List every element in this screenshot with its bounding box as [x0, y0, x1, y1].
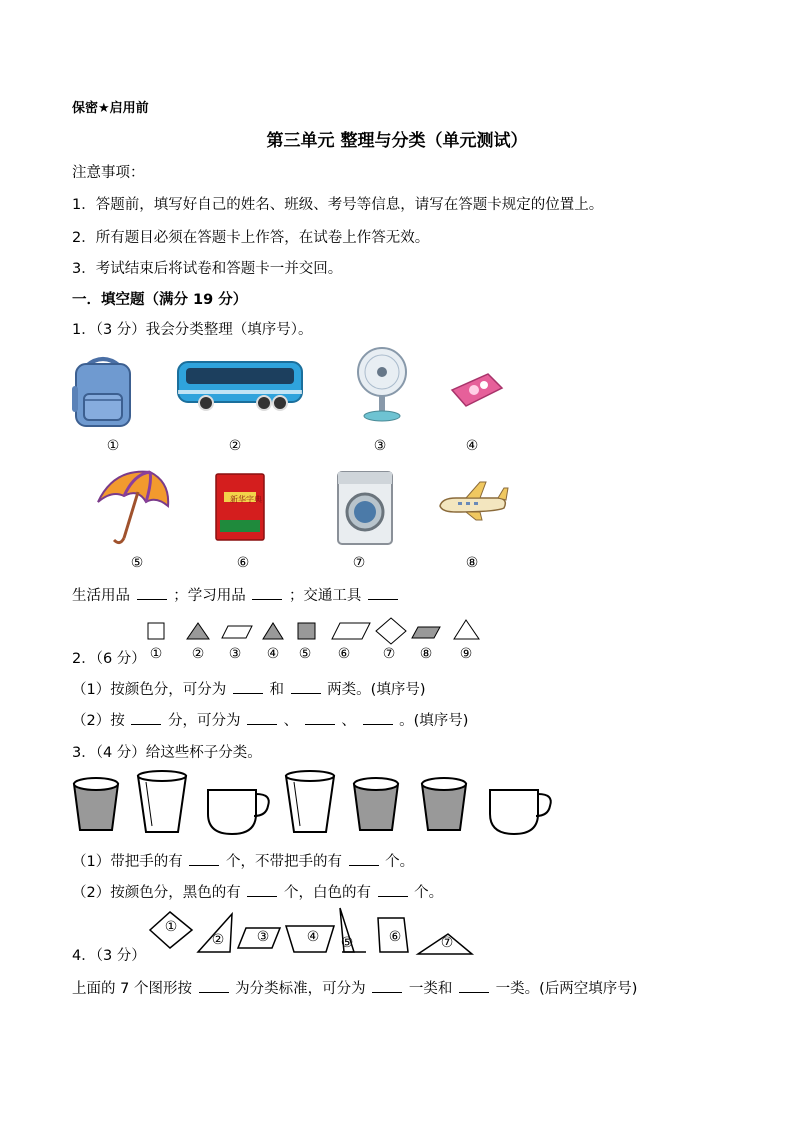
dictionary-title: 新华字典 — [230, 495, 262, 504]
q4-label-3: ③ — [256, 929, 270, 945]
white-glass-shape — [138, 771, 186, 832]
q1-label-2: ② — [228, 438, 242, 454]
bus-icon — [176, 360, 304, 412]
fan-icon — [352, 346, 412, 422]
q2-blank-1[interactable] — [233, 681, 263, 694]
q4-label-5: ⑤ — [340, 935, 354, 951]
q2-label-5: ⑤ — [298, 646, 312, 662]
q1-label-3: ③ — [373, 438, 387, 454]
q4-label-7: ⑦ — [440, 935, 454, 951]
gray-square-shape — [298, 623, 315, 639]
q2-blank-6[interactable] — [363, 712, 393, 725]
q2-label-9: ⑨ — [459, 646, 473, 662]
gray-cup-shape — [354, 778, 398, 830]
q1-blank-3[interactable] — [368, 587, 398, 600]
q1-label-8: ⑧ — [465, 555, 479, 571]
q1-label-5: ⑤ — [130, 555, 144, 571]
q4-stem: 4．（3 分） — [72, 948, 146, 964]
q4-label-4: ④ — [306, 929, 320, 945]
notice-heading: 注意事项： — [72, 165, 145, 181]
gray-cup-shape — [74, 778, 118, 830]
q3-stem: 3．（4 分）给这些杯子分类。 — [72, 745, 262, 761]
q2-label-2: ② — [191, 646, 205, 662]
q2-shapes — [140, 618, 490, 644]
q2-sub2: （2）按 分，可分为 、 、 。(填序号) — [72, 713, 469, 729]
white-square-shape — [148, 623, 164, 639]
white-mug-shape — [208, 790, 269, 834]
pencil-case-icon — [448, 370, 504, 410]
q1-label-7: ⑦ — [352, 555, 366, 571]
q2-blank-4[interactable] — [247, 712, 277, 725]
dictionary-icon — [214, 472, 266, 542]
backpack-icon — [72, 356, 134, 428]
q3-blank-4[interactable] — [378, 884, 408, 897]
white-glass-shape — [286, 771, 334, 832]
q1-label-1: ① — [106, 438, 120, 454]
q4-label-1: ① — [164, 919, 178, 935]
white-triangle-shape — [454, 620, 479, 639]
gray-triangle-shape — [263, 623, 283, 639]
airplane-icon — [436, 480, 508, 522]
q1-stem: 1．（3 分）我会分类整理（填序号）。 — [72, 322, 313, 338]
q2-label-1: ① — [149, 646, 163, 662]
q4-blank-3[interactable] — [459, 980, 489, 993]
q3-sub2: （2）按颜色分，黑色的有 个，白色的有 个。 — [72, 885, 444, 901]
notice-item-1: 1．答题前，填写好自己的姓名、班级、考号等信息，请写在答题卡规定的位置上。 — [72, 197, 604, 213]
q2-label-6: ⑥ — [337, 646, 351, 662]
q2-label-4: ④ — [266, 646, 280, 662]
umbrella-icon — [94, 468, 170, 548]
q1-label-6: ⑥ — [236, 555, 250, 571]
white-parallelogram-shape — [222, 626, 252, 638]
gray-triangle-shape — [187, 623, 209, 639]
q3-cups — [72, 770, 562, 838]
confidential-label: 保密★启用前 — [72, 101, 149, 116]
q1-blank-2[interactable] — [252, 587, 282, 600]
gray-cup-shape — [422, 778, 466, 830]
notice-item-2: 2．所有题目必须在答题卡上作答，在试卷上作答无效。 — [72, 230, 430, 246]
washing-machine-icon — [336, 470, 394, 546]
section-heading: 一．填空题（满分 19 分） — [72, 292, 248, 308]
q2-blank-3[interactable] — [131, 712, 161, 725]
q2-stem: 2．（6 分） — [72, 651, 146, 667]
q2-blank-5[interactable] — [305, 712, 335, 725]
q2-label-7: ⑦ — [382, 646, 396, 662]
q4-label-6: ⑥ — [388, 929, 402, 945]
q4-blank-2[interactable] — [372, 980, 402, 993]
page-title: 第三单元 整理与分类（单元测试） — [266, 131, 528, 151]
q4-blank-1[interactable] — [199, 980, 229, 993]
white-mug-shape — [490, 790, 551, 834]
q4-text: 上面的 7 个图形按 为分类标准，可分为 一类和 一类。(后两空填序号) — [72, 981, 638, 997]
q3-blank-3[interactable] — [247, 884, 277, 897]
q1-label-4: ④ — [465, 438, 479, 454]
q2-blank-2[interactable] — [291, 681, 321, 694]
q2-label-8: ⑧ — [419, 646, 433, 662]
white-diamond-shape — [376, 618, 406, 644]
q2-label-3: ③ — [228, 646, 242, 662]
q4-label-2: ② — [211, 932, 225, 948]
notice-item-3: 3．考试结束后将试卷和答题卡一并交回。 — [72, 261, 343, 277]
q3-blank-2[interactable] — [349, 853, 379, 866]
q2-sub1: （1）按颜色分，可分为 和 两类。(填序号) — [72, 682, 426, 698]
q1-blank-1[interactable] — [137, 587, 167, 600]
q3-blank-1[interactable] — [189, 853, 219, 866]
gray-parallelogram-shape — [412, 627, 440, 638]
q3-sub1: （1）带把手的有 个，不带把手的有 个。 — [72, 854, 415, 870]
white-parallelogram-shape — [332, 623, 370, 639]
q1-answer-line: 生活用品 ；学习用品 ；交通工具 — [72, 584, 400, 605]
